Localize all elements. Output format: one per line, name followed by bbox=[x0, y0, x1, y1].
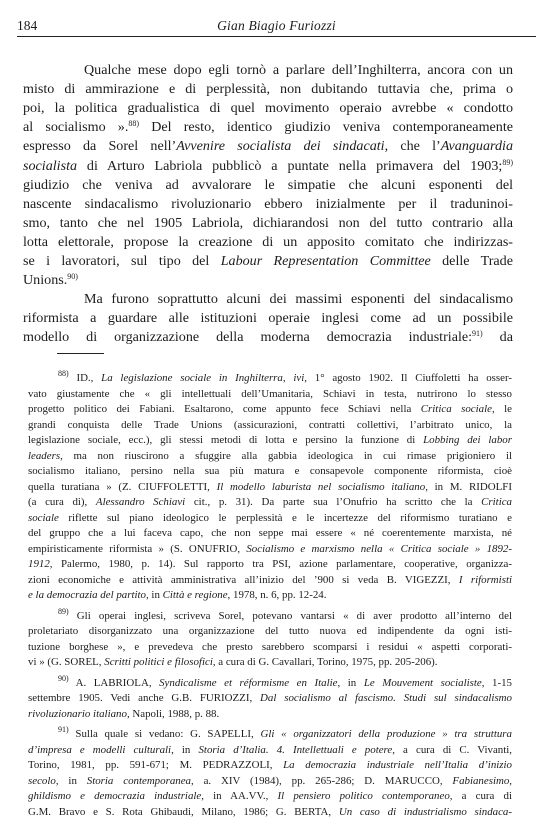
footnote-line: e la democrazia del partito, in Città e regione, 1978, n. 6, pp. 12-24. bbox=[28, 589, 327, 601]
body-line: poi, la politica gradualistica di quel movimento operaio avrebbe « condotto bbox=[23, 100, 513, 117]
body-line: Qualche mese dopo egli tornò a parlare dell’Inghilterra, ancora con un bbox=[84, 62, 513, 78]
footnote-line: sociale riflette sul piano ideologico le perplessità e le incertezze del riformismo turatiano e bbox=[28, 511, 512, 524]
body-line: socialista di Arturo Labriola pubblicò a puntate nella primavera del 1903;$^{89)}$ bbox=[23, 157, 513, 174]
body-line: al socialismo ».$^{88)}$ Del resto, identico giudizio veniva contemporaneamente bbox=[23, 119, 513, 136]
body-line: riformista a guardare alle istituzioni operaie inglesi come ad un possibile bbox=[23, 310, 513, 327]
footnote-line: progetto politico dei Fabiani. Esaltarono, come appunto fece Schiavi nella Critica sociale, le bbox=[28, 403, 512, 415]
footnote-line: vato giustamente che « gli intellettuali dell’Umanitaria, Schiavi in testa, nutrirono lo stesso bbox=[28, 387, 512, 400]
footnote-line: ghildismo e democrazia industriale, in AA.VV., Il pensiero politico contemporaneo, a cura di bbox=[28, 790, 513, 802]
body-line: smo, tanto che nel 1905 Labriola, dichiarandosi non del tutto contrario alla bbox=[23, 214, 513, 231]
body-line: nascente sindacalismo rivoluzionario ebbero inizialmente per il traduninoi- bbox=[23, 195, 513, 212]
footnote-line: quella turatiana » (Z. CIUFFOLETTI, Il modello laburista nel socialismo italiano, in M. RIDOLFI bbox=[28, 480, 512, 493]
footnote-line: leaders, ma non riuscirono a sfuggire alla gabbia ideologica in cui rimase prigioniero il bbox=[28, 449, 512, 462]
footnote-line: Torino, 1981, pp. 591-671; M. PEDRAZZOLI, La democrazia industriale nell’Italia d’inizio bbox=[28, 759, 512, 771]
footnote-line: secolo, in Storia contemporanea, a. XIV (1984), pp. 265-286; D. MARUCCO, Fabianesimo, bbox=[28, 774, 513, 787]
footnote-line: G.M. Bravo e S. Rota Ghibaudi, Milano, 1986; G. BERTA, Un caso di industrialismo sindaca- bbox=[28, 805, 512, 818]
body-line: se i lavoratori, sul tipo del Labour Representation Committee delle Trade bbox=[23, 253, 513, 269]
body-line: lotta elettorale, propose la creazione di un apposito comitato che indirizzas- bbox=[23, 233, 513, 250]
footnote-line: del gruppo che a lui faceva capo, che non seppe mai essere « né coerentemente marxista, né bbox=[28, 527, 512, 539]
footnote-line: zioni economiche e attività amministrativa all’inizio del ’900 si veda B. VIGEZZI, I riformisti bbox=[28, 573, 512, 586]
footnote-line: 1912, Palermo, 1980, p. 14). Sul rapporto tra PSI, azione parlamentare, cooperative, organizza- bbox=[28, 558, 512, 570]
body-line: Unions.$^{90)}$ bbox=[23, 272, 78, 289]
footnote-line: legislazione sociale, ecc.), gli stessi metodi di lotta e persino la funzione di Lobbing dei labor bbox=[28, 434, 512, 446]
footnote-line: tuzione borghese », e prevedeva che presto sarebbero scomparsi i residui « aspetti corporati- bbox=[28, 640, 512, 653]
footnote-separator bbox=[57, 353, 104, 354]
body-line: Ma furono soprattutto alcuni dei massimi esponenti del sindacalismo bbox=[84, 291, 513, 308]
footnote-line: grandi conquista delle Trade Unions (assicurazioni, contratti collettivi, l’arbitrato unico, la bbox=[28, 418, 512, 431]
footnote-line: proletariato disorganizzato una organizzazione del tutto nuova ed indipendente da ogni isti- bbox=[28, 625, 512, 637]
footnote-line: d’impresa e modelli culturali, in Storia d’Italia. 4. Intellettuali e potere, a cura di C. Vivanti, bbox=[28, 743, 513, 756]
body-line: giudizio che veniva ad avvalorare le simpatie che alcuni esponenti del bbox=[23, 176, 513, 193]
footnote-line: (a cura di), Alessandro Schiavi cit., p. 31). Da parte sua l’Onufrio ha scritto che la Critica bbox=[28, 496, 512, 508]
footnote-line: rivoluzionario italiano, Napoli, 1988, p. 88. bbox=[28, 707, 220, 720]
footnote-line: $^{91)}$ Sulla quale si vedano: G. SAPELLI, Gli « organizzatori della produzione » tra struttura bbox=[58, 725, 512, 740]
footnote-line: empiristicamente riformista » (S. ONUFRIO, Socialismo e marxismo nella « Critica sociale » 1892- bbox=[28, 542, 512, 555]
body-line: espresso da Sorel nell’Avvenire socialista dei sindacati, che l’Avanguardia bbox=[23, 138, 513, 155]
footnote-line: vi » (G. SOREL, Scritti politici e filosofici, a cura di G. Cavallari, Torino, 1975, pp. 205-206). bbox=[28, 656, 438, 668]
footnote-line: $^{90)}$ A. LABRIOLA, Syndicalisme et réformisme en Italie, in Le Mouvement socialiste, 1-15 bbox=[58, 673, 512, 689]
page-header bbox=[17, 18, 536, 37]
footnote-line: $^{89)}$ Gli operai inglesi, scriveva Sorel, potevano vantarsi « di aver prodotto all’interno del bbox=[58, 606, 512, 622]
footnote-line: socialismo italiano, persino nella sua più matura e consapevole componente riformista, cioè bbox=[28, 465, 512, 477]
running-head: Gian Biagio Furiozzi bbox=[217, 18, 336, 33]
footnote-line: settembre 1905. Vedi anche G.B. FURIOZZI, Dal socialismo al fascismo. Studi sul sindacalismo bbox=[28, 692, 512, 704]
footnote-line: $^{88)}$ ID., La legislazione sociale in Inghilterra, ivi, 1° agosto 1902. Il Ciuffoletti ha osser- bbox=[58, 369, 512, 384]
body-line: misto di ammirazione e di perplessità, non dubitando tuttavia che, prima o bbox=[23, 81, 513, 98]
body-line: modello di organizzazione della moderna democrazia industriale:$^{91)}$ da bbox=[23, 329, 513, 346]
page-number: 184 bbox=[17, 18, 38, 33]
